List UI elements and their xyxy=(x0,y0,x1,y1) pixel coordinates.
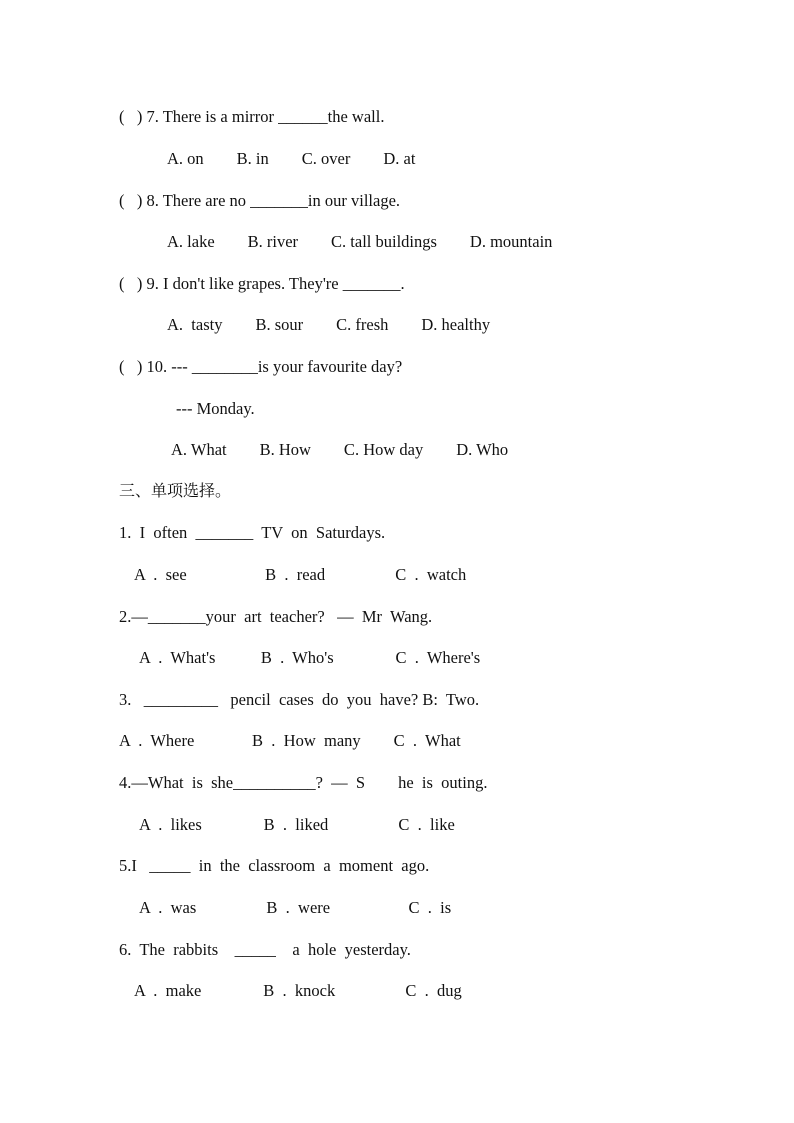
section-3-question-1-options: A . see B . read C . watch xyxy=(134,565,467,584)
section-3-question-1-stem: 1. I often _______ TV on Saturdays. xyxy=(119,523,386,542)
question-10-answer-line: --- Monday. xyxy=(176,399,255,418)
section-3-question-6-options: A . make B . knock C . dug xyxy=(134,981,462,1000)
section-3-question-2-stem: 2.—_______your art teacher? — Mr Wang. xyxy=(119,607,433,626)
section-3-question-5-options: A . was B . were C . is xyxy=(139,898,452,917)
section-3-question-5-stem: 5.I _____ in the classroom a moment ago. xyxy=(119,856,430,875)
question-10-options: A. What B. How C. How day D. Who xyxy=(171,440,509,459)
section-3-question-2-options: A . What's B . Who's C . Where's xyxy=(139,648,481,667)
question-8-stem: ( ) 8. There are no _______in our village. xyxy=(119,191,401,210)
section-3-question-4-stem: 4.—What is she__________? — S he is outing. xyxy=(119,773,488,792)
question-10-stem: ( ) 10. --- ________is your favourite day? xyxy=(119,357,403,376)
section-3-question-6-stem: 6. The rabbits _____ a hole yesterday. xyxy=(119,940,411,959)
question-9-stem: ( ) 9. I don't like grapes. They're _______. xyxy=(119,274,405,293)
section-3-heading: 三、单项选择。 xyxy=(119,481,232,500)
question-7-options: A. on B. in C. over D. at xyxy=(167,149,416,168)
section-3-question-4-options: A . likes B . liked C . like xyxy=(139,815,455,834)
question-7-stem: ( ) 7. There is a mirror ______the wall. xyxy=(119,107,385,126)
question-9-options: A. tasty B. sour C. fresh D. healthy xyxy=(167,315,491,334)
section-3-question-3-options: A . Where B . How many C . What xyxy=(119,731,461,750)
question-8-options: A. lake B. river C. tall buildings D. mountain xyxy=(167,232,553,251)
section-3-question-3-stem: 3. _________ pencil cases do you have? B: Two. xyxy=(119,690,480,709)
